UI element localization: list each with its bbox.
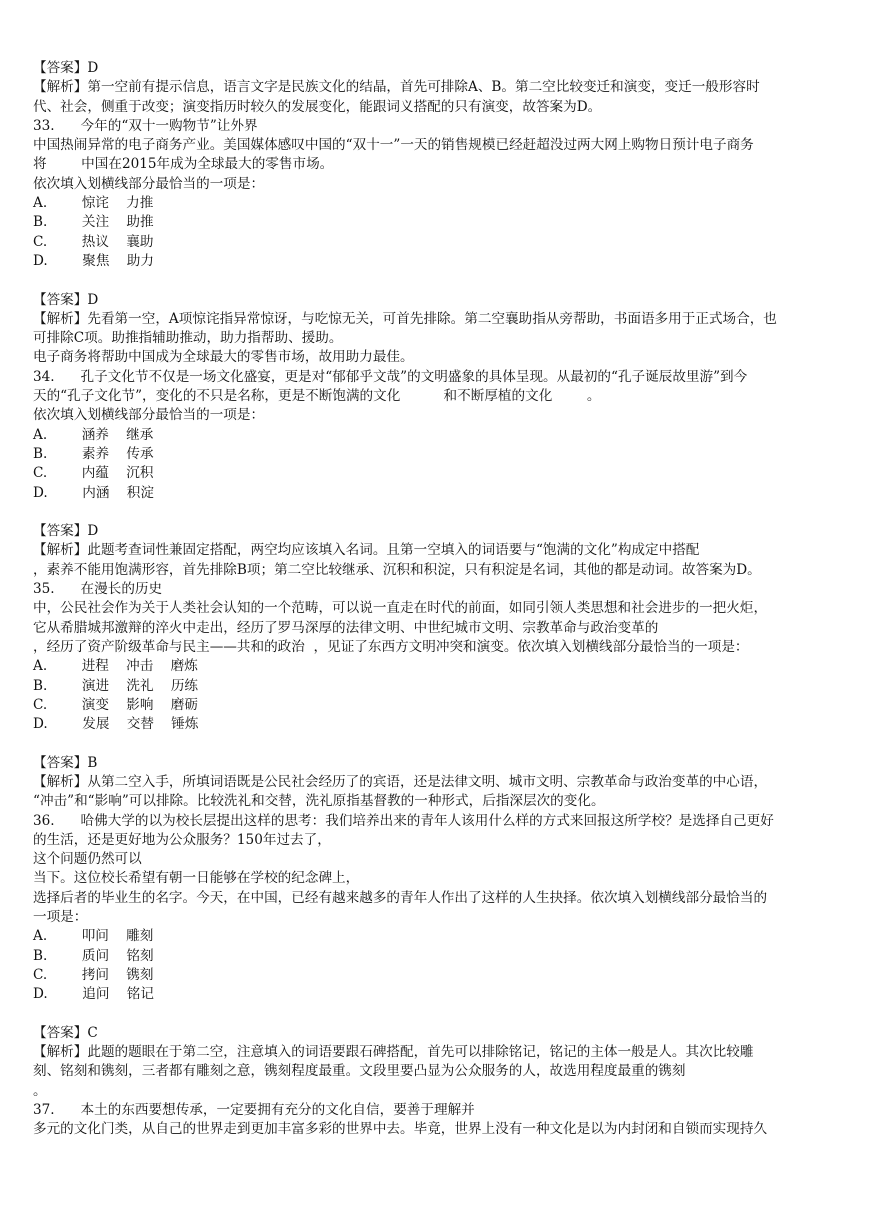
text-line: 刻、铭刻和镌刻，三者都有雕刻之意，镌刻程度最重。文段里要凸显为公众服务的人，故选用程度最重的镌刻 <box>33 1063 686 1080</box>
option-line: B. 演进 洗礼 历练 <box>33 677 199 694</box>
text-line: ，经历了资产阶级革命与民主——共和的政治 ，见证了东西方文明冲突和演变。依次填入划横线部分最恰当的一项是： <box>33 638 749 655</box>
document-page <box>33 59 865 1140</box>
option-line: D. 发展 交替 锤炼 <box>33 716 199 733</box>
text-line: 【解析】从第二空入手，所填词语既是公民社会经历了的宾语，还是法律文明、城市文明、宗教革命与政治变革的中心语， <box>33 773 768 790</box>
text-line: 代、社会，侧重于改变；演变指历时较久的发展变化，能跟词义搭配的只有演变，故答案为D。 <box>33 98 602 115</box>
text-line: 中，公民社会作为关于人类社会认知的一个范畴，可以说一直走在时代的前面，如同引领人类思想和社会进步的一把火炬， <box>33 600 768 617</box>
text-line: 它从希腊城邦激辩的淬火中走出，经历了罗马深厚的法律文明、中世纪城市文明、宗教革命与政治变革的 <box>33 619 659 636</box>
text-line: 选择后者的毕业生的名字。今天，在中国，已经有越来越多的青年人作出了这样的人生抉择。依次填入划横线部分最恰当的 <box>33 889 768 906</box>
text-line: 。 <box>33 1082 47 1099</box>
text-line: 依次填入划横线部分最恰当的一项是： <box>33 175 265 192</box>
text-line: 依次填入划横线部分最恰当的一项是： <box>33 407 265 424</box>
blank-line <box>33 271 865 290</box>
text-line: 【解析】先看第一空，A项惊诧指异常惊讶，与吃惊无关，可首先排除。第二空襄助指从旁帮助，书面语多用于正式场合，也 <box>33 310 777 327</box>
option-line: A. 涵养 继承 <box>33 426 154 443</box>
option-line: A. 进程 冲击 磨炼 <box>33 658 198 675</box>
option-line: C. 演变 影响 磨砺 <box>33 696 198 713</box>
text-line: 当下。这位校长希望有朝一日能够在学校的纪念碑上， <box>33 870 360 887</box>
text-line: 【解析】此题的题眼在于第二空，注意填入的词语要跟石碑搭配，首先可以排除铭记，铭记的主体一般是人。其次比较雕 <box>33 1044 754 1061</box>
option-line: B. 关注 助推 <box>33 214 154 231</box>
text-line: 多元的文化门类，从自己的世界走到更加丰富多彩的世界中去。毕竟，世界上没有一种文化是以为内封闭和自锁而实现持久 <box>33 1121 768 1138</box>
text-line: 36. 哈佛大学的以为校长层提出这样的思考：我们培养出来的青年人该用什么样的方式来回报这所学校？是选择自己更好 <box>33 812 774 829</box>
blank-line <box>33 734 865 753</box>
option-line: A. 惊诧 力推 <box>33 195 154 212</box>
option-line: B. 质问 铭刻 <box>33 947 154 964</box>
text-line: 【解析】此题考查词性兼固定搭配，两空均应该填入名词。且第一空填入的词语要与“饱满的文化”构成定中搭配 <box>33 542 700 559</box>
blank-line <box>33 1005 865 1024</box>
text-line: 电子商务将帮助中国成为全球最大的零售市场，故用助力最佳。 <box>33 349 414 366</box>
text-line: 34. 孔子文化节不仅是一场文化盛宴，更是对“郁郁乎文哉”的文明盛象的具体呈现。从最初的“孔子诞辰故里游”到今 <box>33 368 748 385</box>
text-line: 可排除C项。助推指辅助推动，助力指帮助、援助。 <box>33 330 343 347</box>
option-line: C. 内蕴 沉积 <box>33 465 154 482</box>
answer-line: 【答案】D <box>33 291 99 308</box>
option-line: A. 叩问 雕刻 <box>33 928 154 945</box>
text-line: 一项是： <box>33 909 88 926</box>
text-line: 【解析】第一空前有提示信息，语言文字是民族文化的结晶，首先可排除A、B。第二空比较变迁和演变，变迁一般形容时 <box>33 79 760 96</box>
answer-line: 【答案】B <box>33 754 98 771</box>
text-line: ，素养不能用饱满形容，首先排除B项；第二空比较继承、沉积和积淀，只有积淀是名词，其他的都是动词。故答案为D。 <box>33 561 761 578</box>
option-line: B. 素养 传承 <box>33 445 154 462</box>
text-line: 37. 本土的东西要想传承，一定要拥有充分的文化自信，要善于理解并 <box>33 1102 475 1119</box>
text-line: 将 中国在2015年成为全球最大的零售市场。 <box>33 156 334 173</box>
text-line: 中国热闹异常的电子商务产业。美国媒体感叹中国的“双十一”一天的销售规模已经赶超没过两大网上购物日预计电子商务 <box>33 137 754 154</box>
text-line: 天的“孔子文化节”，变化的不只是名称，更是不断饱满的文化 和不断厚植的文化 。 <box>33 388 601 405</box>
blank-line <box>33 503 865 522</box>
option-line: D. 聚焦 助力 <box>33 252 154 269</box>
answer-line: 【答案】C <box>33 1024 98 1041</box>
option-line: D. 追问 铭记 <box>33 986 154 1003</box>
option-line: C. 热议 襄助 <box>33 233 154 250</box>
answer-line: 【答案】D <box>33 523 99 540</box>
text-line: 的生活，还是更好地为公众服务？150年过去了， <box>33 831 331 848</box>
text-line: 这个问题仍然可以 <box>33 851 142 868</box>
text-line: 35. 在漫长的历史 <box>33 581 163 598</box>
text-line: “冲击”和“影响”可以排除。比较洗礼和交替，洗礼原指基督教的一种形式，后指深层次的变化。 <box>33 793 605 810</box>
option-line: C. 拷问 镌刻 <box>33 966 154 983</box>
answer-line: 【答案】D <box>33 60 99 76</box>
option-line: D. 内涵 积淀 <box>33 484 154 501</box>
text-line: 33. 今年的“双十一购物节”让外界 <box>33 117 258 134</box>
